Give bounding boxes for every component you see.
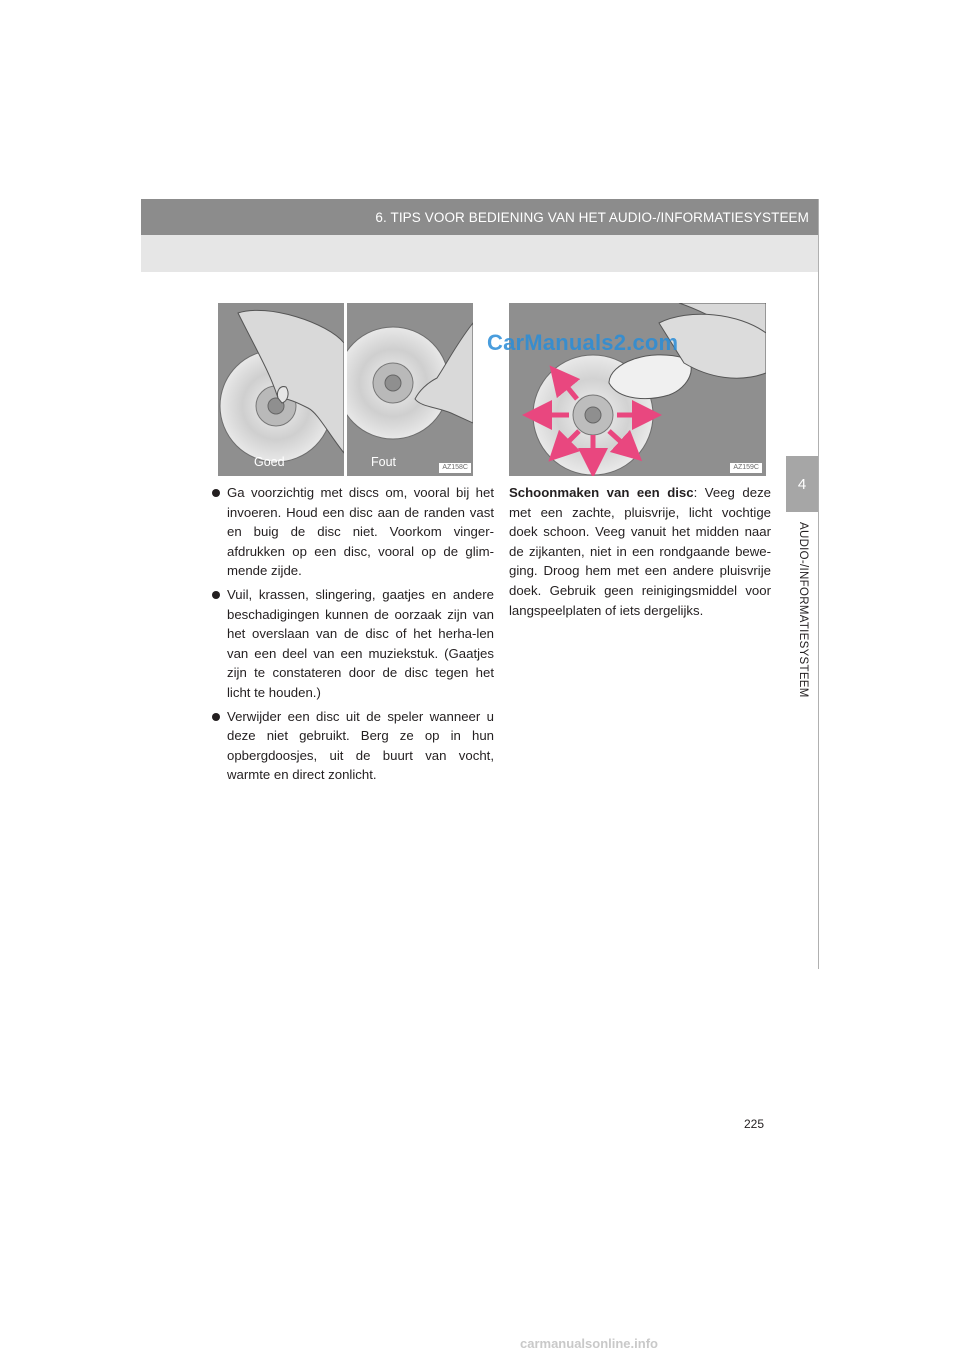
header-band: [141, 199, 819, 272]
chapter-tab[interactable]: [786, 456, 818, 512]
label-good: Goed: [254, 455, 285, 469]
disc-wrong-illustration: [347, 303, 473, 476]
chapter-label: AUDIO-/INFORMATIESYSTEEM: [797, 522, 809, 698]
bullet-text: Ga voorzichtig met discs om, vooral bij het invoeren. Houd een disc aan de randen vast en buig de disc niet. Voorkom vinger-afdrukken op een disc, vooral op de glim-mende zijde.: [227, 485, 494, 579]
bullet-icon: [212, 713, 220, 721]
cleaning-heading: Schoonmaken van een disc: [509, 485, 694, 500]
figure-wrong: [347, 303, 473, 476]
bullet-item: [212, 483, 494, 581]
label-wrong: Fout: [371, 455, 397, 469]
bullet-item: [212, 707, 494, 785]
bullet-text: Verwijder een disc uit de speler wanneer u deze niet gebruikt. Berg ze op in hun opbergdoosjes, uit de buurt van vocht, warmte en direct zonlicht.: [227, 708, 494, 783]
bullet-text: Vuil, krassen, slingering, gaatjes en andere beschadigingen kunnen de oorzaak zijn van het overslaan van de disc of het herha-len van een deel van een muziekstuk. (Gaatjes zijn te constateren door de disc tegen het licht te houden.): [227, 586, 494, 700]
figure-code-left: AZ158C: [439, 463, 471, 473]
page-number: 225: [744, 1117, 765, 1131]
right-column: [509, 483, 771, 620]
cleaning-paragraph: [509, 483, 771, 620]
watermark: CarManuals2.com: [487, 330, 679, 355]
disc-cleaning-illustration: [509, 303, 766, 476]
bullet-icon: [212, 591, 220, 599]
figure-code-right: AZ159C: [730, 463, 762, 473]
left-column: [212, 483, 494, 789]
section-title: 6. TIPS VOOR BEDIENING VAN HET AUDIO-/INFORMATIESYSTEEM: [375, 210, 809, 225]
figure-good: [218, 303, 344, 476]
footer-watermark: carmanualsonline.info: [520, 1336, 658, 1351]
cleaning-text: : Veeg deze met een zachte, pluisvrije, licht vochtige doek schoon. Veeg vanuit het midden naar de zijkanten, niet in een rondgaande bewe-ging. Droog hem met een andere pluisvrije doek. Gebruik geen reinigingsmiddel voor langspeelplaten of iets dergelijks.: [509, 485, 771, 618]
side-divider: [818, 199, 819, 969]
figure-cleaning: [509, 303, 766, 476]
bullet-icon: [212, 489, 220, 497]
chapter-number: 4: [797, 475, 807, 493]
header-bar: [141, 199, 819, 235]
disc-good-illustration: [218, 303, 344, 476]
bullet-item: [212, 585, 494, 703]
